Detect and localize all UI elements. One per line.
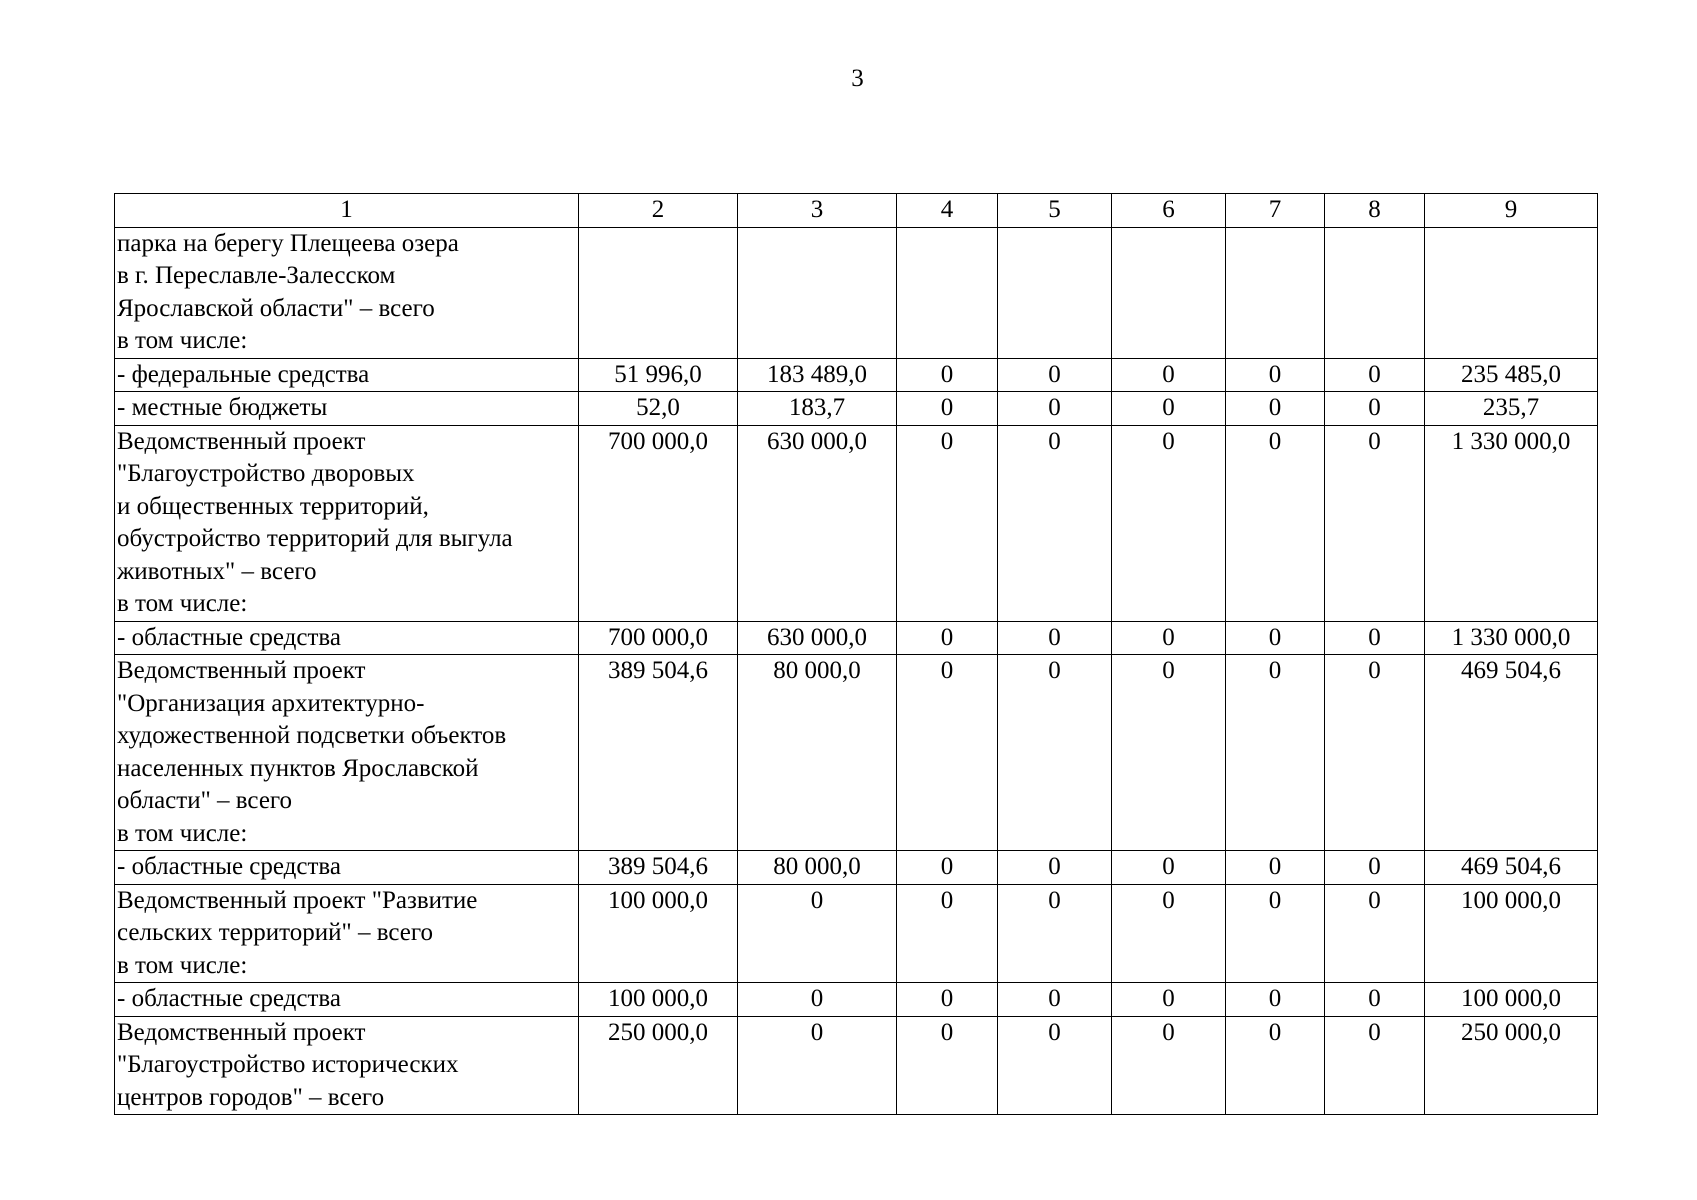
row-name-line: - областные средства: [117, 623, 341, 651]
value-cell-col-3: 0: [738, 983, 897, 1017]
value-cell-col-4: 0: [897, 983, 998, 1017]
value-cell-col-6: 0: [1112, 425, 1226, 621]
column-header-7: 7: [1226, 194, 1325, 228]
column-header-2: 2: [579, 194, 738, 228]
value-cell-col-5: 0: [998, 851, 1112, 885]
value-cell-col-2: 100 000,0: [579, 983, 738, 1017]
value-cell-col-8: 0: [1325, 358, 1425, 392]
row-name-line: художественной подсветки объектов: [117, 722, 507, 749]
value-cell-col-2: 389 504,6: [579, 655, 738, 851]
value-cell-col-8: 0: [1325, 621, 1425, 655]
value-cell-col-9: 1 330 000,0: [1425, 621, 1598, 655]
value-cell-col-6: 0: [1112, 392, 1226, 426]
value-cell-col-8: 0: [1325, 425, 1425, 621]
value-cell-col-6: 0: [1112, 358, 1226, 392]
value-cell-col-4: 0: [897, 425, 998, 621]
table-body: [115, 227, 1598, 1115]
value-cell-col-2: 700 000,0: [579, 621, 738, 655]
value-cell-col-9: 250 000,0: [1425, 1016, 1598, 1115]
value-cell-col-9: 469 504,6: [1425, 851, 1598, 885]
value-cell-col-4: 0: [897, 392, 998, 426]
value-cell-col-3: 0: [738, 1016, 897, 1115]
column-header-9: 9: [1425, 194, 1598, 228]
table-row: [115, 655, 1598, 851]
table-row: [115, 884, 1598, 983]
row-name-line: в том числе:: [117, 590, 248, 617]
value-cell-col-8: 0: [1325, 851, 1425, 885]
value-cell-col-8: 0: [1325, 884, 1425, 983]
value-cell-col-4: 0: [897, 884, 998, 983]
row-name-line: - федеральные средства: [117, 360, 370, 388]
value-cell-col-6: 0: [1112, 983, 1226, 1017]
row-name-cell: [115, 851, 579, 885]
column-number-header: [115, 194, 1598, 228]
row-name-cell: [115, 983, 579, 1017]
table-row: [115, 621, 1598, 655]
value-cell-col-8: 0: [1325, 1016, 1425, 1115]
value-cell-col-5: 0: [998, 1016, 1112, 1115]
row-name-line: - местные бюджеты: [117, 394, 328, 421]
row-name-line: животных" – всего: [117, 557, 317, 585]
value-cell-col-5: 0: [998, 392, 1112, 426]
value-cell-col-6: 0: [1112, 621, 1226, 655]
value-cell-col-2: 250 000,0: [579, 1016, 738, 1115]
value-cell-col-5: 0: [998, 425, 1112, 621]
row-name-line: сельских территорий" – всего: [117, 919, 433, 946]
row-name-line: в том числе:: [117, 819, 248, 847]
value-cell-col-3: 183 489,0: [738, 358, 897, 392]
column-header-6: 6: [1112, 194, 1226, 228]
table-row: [115, 392, 1598, 426]
row-name-line: обустройство территорий для выгула: [117, 525, 513, 552]
row-name-line: парка на берегу Плещеева озера: [117, 229, 459, 257]
value-cell-col-7: 0: [1226, 983, 1325, 1017]
value-cell-col-6: 0: [1112, 851, 1226, 885]
row-name-line: - областные средства: [117, 853, 341, 880]
value-cell-col-5: 0: [998, 621, 1112, 655]
value-cell-col-4: 0: [897, 358, 998, 392]
table-row: [115, 425, 1598, 621]
row-name-line: в том числе:: [117, 327, 248, 354]
value-cell-col-4: 0: [897, 851, 998, 885]
value-cell-col-5: 0: [998, 983, 1112, 1017]
value-cell-col-2: 51 996,0: [579, 358, 738, 392]
row-name-line: в г. Переславле-Залесском: [117, 262, 396, 289]
value-cell-col-2: 52,0: [579, 392, 738, 426]
row-name-line: "Благоустройство дворовых: [117, 460, 415, 487]
row-name-line: - областные средства: [117, 985, 341, 1012]
value-cell-col-3: 80 000,0: [738, 851, 897, 885]
row-name-line: Ярославской области" – всего: [117, 294, 435, 322]
value-cell-col-6: 0: [1112, 1016, 1226, 1115]
row-name-line: населенных пунктов Ярославской: [117, 754, 479, 782]
row-name-line: и общественных территорий,: [117, 492, 429, 520]
row-name-cell: [115, 621, 579, 655]
row-name-cell: [115, 227, 579, 358]
value-cell-col-5: 0: [998, 358, 1112, 392]
value-cell-col-9: 469 504,6: [1425, 655, 1598, 851]
column-header-1: 1: [115, 194, 579, 228]
value-cell-col-4: 0: [897, 1016, 998, 1115]
value-cell-col-5: 0: [998, 655, 1112, 851]
value-cell-col-7: 0: [1226, 425, 1325, 621]
value-cell-col-3: 183,7: [738, 392, 897, 426]
value-cell-col-8: 0: [1325, 392, 1425, 426]
table-row: [115, 983, 1598, 1017]
table-row: [115, 1016, 1598, 1115]
row-name-line: "Организация архитектурно-: [117, 689, 425, 717]
value-cell-col-3: 630 000,0: [738, 425, 897, 621]
row-name-cell: [115, 358, 579, 392]
budget-table: [114, 193, 1598, 1115]
value-cell-col-5: [998, 227, 1112, 358]
value-cell-col-7: 0: [1226, 884, 1325, 983]
row-name-line: Ведомственный проект: [117, 657, 366, 684]
value-cell-col-8: 0: [1325, 655, 1425, 851]
row-name-line: центров городов" – всего: [117, 1083, 385, 1111]
value-cell-col-8: [1325, 227, 1425, 358]
value-cell-col-7: 0: [1226, 392, 1325, 426]
column-header-3: 3: [738, 194, 897, 228]
value-cell-col-4: 0: [897, 621, 998, 655]
column-header-5: 5: [998, 194, 1112, 228]
value-cell-col-7: [1226, 227, 1325, 358]
value-cell-col-9: 235 485,0: [1425, 358, 1598, 392]
row-name-line: Ведомственный проект: [117, 1018, 366, 1046]
value-cell-col-7: 0: [1226, 358, 1325, 392]
value-cell-col-6: 0: [1112, 655, 1226, 851]
value-cell-col-2: 700 000,0: [579, 425, 738, 621]
value-cell-col-3: 0: [738, 884, 897, 983]
value-cell-col-3: [738, 227, 897, 358]
table-row: [115, 227, 1598, 358]
column-header-8: 8: [1325, 194, 1425, 228]
value-cell-col-3: 80 000,0: [738, 655, 897, 851]
page-number: 3: [851, 65, 864, 92]
row-name-line: Ведомственный проект "Развитие: [117, 886, 478, 914]
value-cell-col-2: 100 000,0: [579, 884, 738, 983]
value-cell-col-9: 100 000,0: [1425, 884, 1598, 983]
row-name-cell: [115, 884, 579, 983]
value-cell-col-3: 630 000,0: [738, 621, 897, 655]
row-name-line: "Благоустройство исторических: [117, 1051, 459, 1078]
row-name-line: области" – всего: [117, 787, 293, 814]
value-cell-col-7: 0: [1226, 621, 1325, 655]
table-row: [115, 358, 1598, 392]
row-name-cell: [115, 655, 579, 851]
value-cell-col-2: 389 504,6: [579, 851, 738, 885]
value-cell-col-9: [1425, 227, 1598, 358]
value-cell-col-5: 0: [998, 884, 1112, 983]
value-cell-col-7: 0: [1226, 851, 1325, 885]
value-cell-col-6: 0: [1112, 884, 1226, 983]
row-name-cell: [115, 392, 579, 426]
value-cell-col-7: 0: [1226, 1016, 1325, 1115]
value-cell-col-4: 0: [897, 655, 998, 851]
value-cell-col-8: 0: [1325, 983, 1425, 1017]
row-name-cell: [115, 425, 579, 621]
value-cell-col-6: [1112, 227, 1226, 358]
value-cell-col-9: 100 000,0: [1425, 983, 1598, 1017]
table-row: [115, 851, 1598, 885]
value-cell-col-7: 0: [1226, 655, 1325, 851]
value-cell-col-2: [579, 227, 738, 358]
value-cell-col-9: 1 330 000,0: [1425, 425, 1598, 621]
row-name-line: Ведомственный проект: [117, 427, 366, 455]
value-cell-col-4: [897, 227, 998, 358]
row-name-cell: [115, 1016, 579, 1115]
value-cell-col-9: 235,7: [1425, 392, 1598, 426]
row-name-line: в том числе:: [117, 951, 248, 979]
column-header-4: 4: [897, 194, 998, 228]
